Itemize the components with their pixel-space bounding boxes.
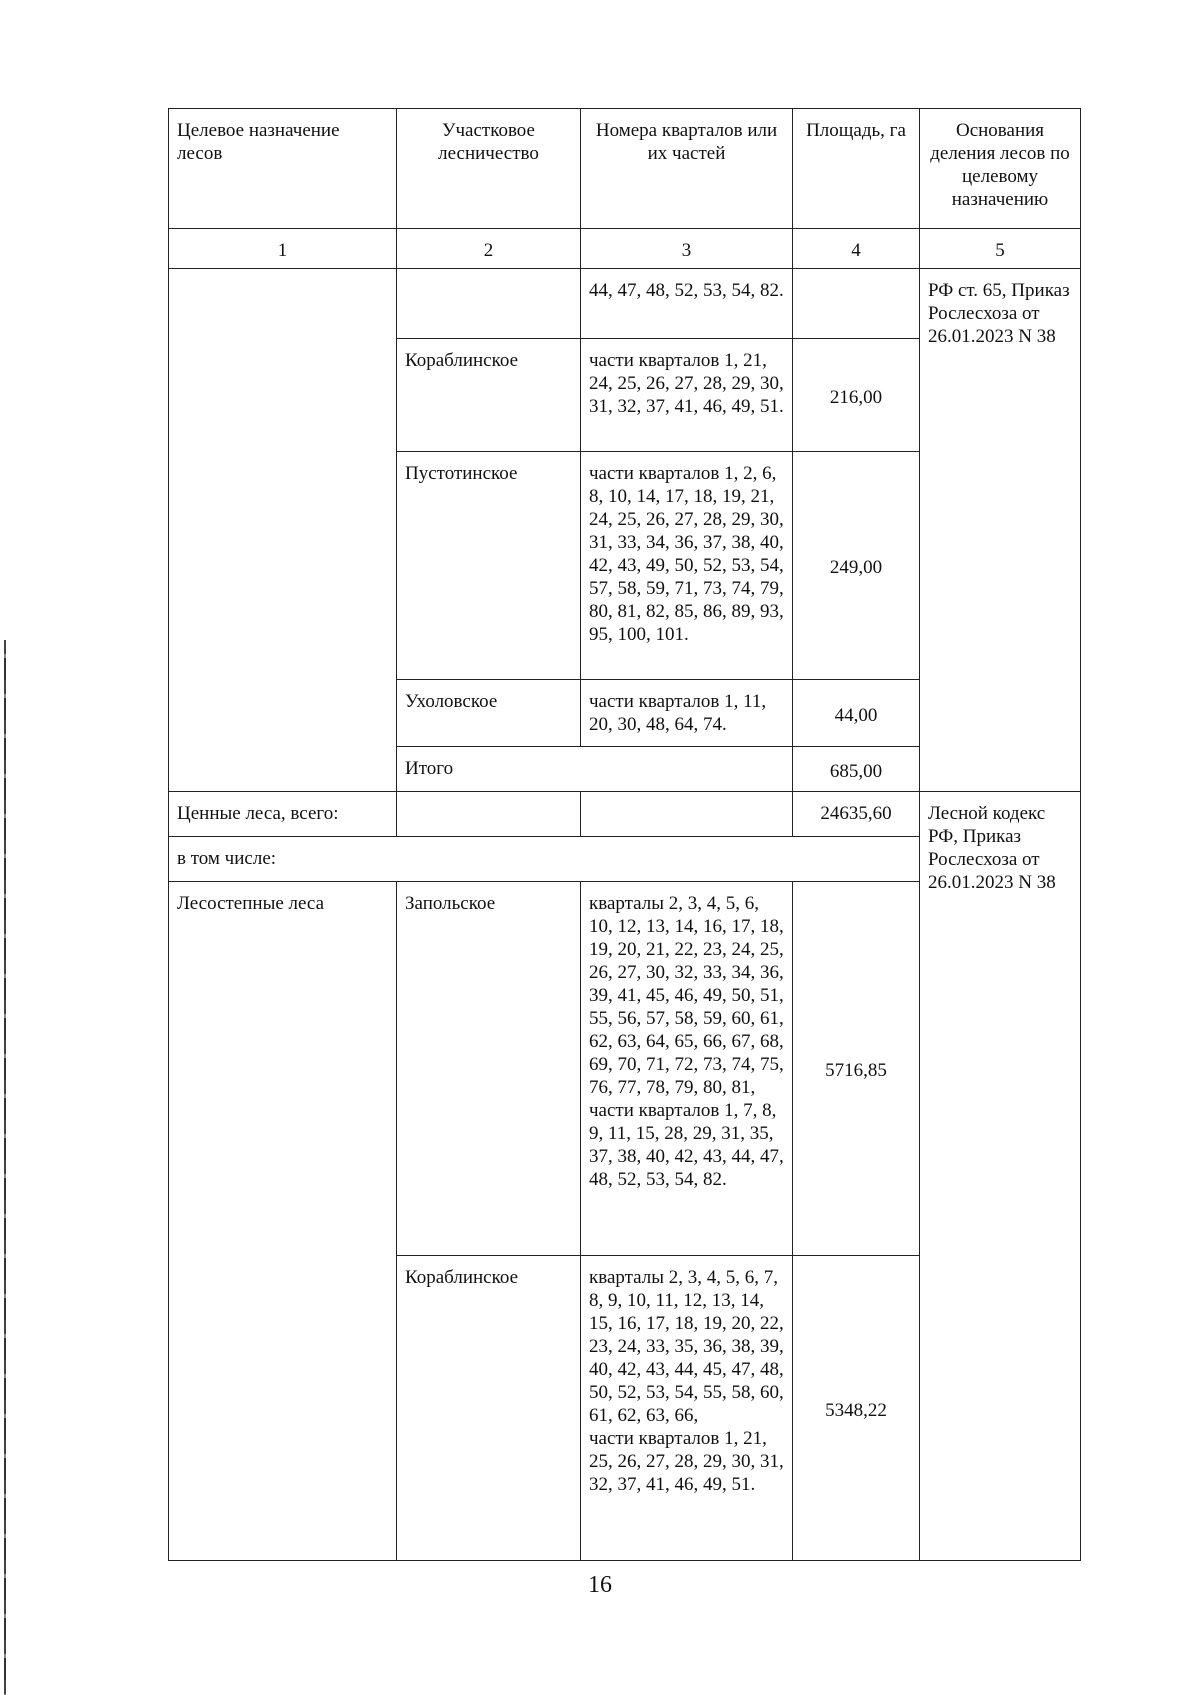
basis-cell: Лесной кодекс РФ, Приказ Рослесхоза от 26.01.2023 N 38 — [920, 792, 1081, 1561]
empty-cell — [397, 792, 581, 837]
quarters-cell: части кварталов 1, 11, 20, 30, 48, 64, 74. — [581, 680, 793, 747]
page-number: 16 — [588, 1572, 612, 1598]
valuable-total-row — [169, 792, 1081, 837]
area-cell — [793, 269, 920, 339]
forestry-cell: Кораблинское — [397, 1256, 581, 1561]
header-quarters: Номера кварталов или их частей — [581, 109, 793, 229]
area-cell: 5716,85 — [793, 882, 920, 1256]
table-header-row — [169, 109, 1081, 229]
quarters-text: части кварталов 1, 21, 25, 26, 27, 28, 29, 30, 31, 32, 37, 41, 46, 49, 51. — [589, 1428, 784, 1495]
forestry-cell: Кораблинское — [397, 339, 581, 452]
basis-cell: РФ ст. 65, Приказ Рослесхоза от 26.01.2023 N 38 — [920, 269, 1081, 792]
forestry-cell — [397, 269, 581, 339]
column-number: 5 — [920, 229, 1081, 269]
area-cell: 5348,22 — [793, 1256, 920, 1561]
forestry-cell: Пустотинское — [397, 452, 581, 680]
category-label: Лесостепные леса — [169, 882, 397, 1561]
area-cell: 44,00 — [793, 680, 920, 747]
valuable-area: 24635,60 — [793, 792, 920, 837]
total-area: 685,00 — [793, 747, 920, 792]
valuable-label: Ценные леса, всего: — [169, 792, 397, 837]
header-forestry: Участковое лесничество — [397, 109, 581, 229]
header-purpose: Целевое назначение лесов — [169, 109, 397, 229]
empty-cell — [581, 792, 793, 837]
column-number: 3 — [581, 229, 793, 269]
header-basis: Основания деления лесов по целевому назначению — [920, 109, 1081, 229]
total-label: Итого — [397, 747, 793, 792]
forestry-cell: Ухоловское — [397, 680, 581, 747]
forestry-cell: Запольское — [397, 882, 581, 1256]
column-number: 2 — [397, 229, 581, 269]
area-cell: 249,00 — [793, 452, 920, 680]
table-row — [169, 269, 1081, 339]
area-cell: 216,00 — [793, 339, 920, 452]
quarters-cell: части кварталов 1, 2, 6, 8, 10, 14, 17, 18, 19, 21, 24, 25, 26, 27, 28, 29, 30, 31, 33, 34, 36, 37, 38, 40, 42, 43, 49, 50, 52, 53, 54, 57, 58, 59, 71, 73, 74, 79, 80, 81, 82, 85, 86, 89, 93, 95, 100, 101. — [581, 452, 793, 680]
forest-purpose-table — [168, 108, 1081, 1561]
column-number: 1 — [169, 229, 397, 269]
quarters-cell: кварталы 2, 3, 4, 5, 6, 10, 12, 13, 14, 16, 17, 18, 19, 20, 21, 22, 23, 24, 25, 26, 27, 30, 32, 33, 34, 36, 39, 41, 45, 46, 49, 50, 51, 55, 56, 57, 58, 59, 60, 61, 62, 63, 64, 65, 66, 67, 68, 69, 70, 71, 72, 73, 74, 75, 76, 77, 78, 79, 80, 81, части кварталов 1, 7, 8, 9, 11, 15, 28, 29, 31, 35, 37, 38, 40, 42, 43, 44, 47, 48, 52, 53, 54, 82. — [581, 882, 793, 1256]
quarters-cell — [581, 1256, 793, 1561]
scan-edge — [4, 640, 6, 1695]
quarters-text: кварталы 2, 3, 4, 5, 6, 7, 8, 9, 10, 11, 12, 13, 14, 15, 16, 17, 18, 19, 20, 22, 23, 24, 33, 35, 36, 38, 39, 40, 42, 43, 44, 45, 47, 48, 50, 52, 53, 54, 55, 58, 60, 61, 62, 63, 66, — [589, 1267, 784, 1426]
quarters-cell: части кварталов 1, 21, 24, 25, 26, 27, 28, 29, 30, 31, 32, 37, 41, 46, 49, 51. — [581, 339, 793, 452]
including-label: в том числе: — [169, 837, 920, 882]
column-number: 4 — [793, 229, 920, 269]
purpose-cell-empty — [169, 269, 397, 792]
quarters-cell: 44, 47, 48, 52, 53, 54, 82. — [581, 269, 793, 339]
header-area: Площадь, га — [793, 109, 920, 229]
column-number-row — [169, 229, 1081, 269]
